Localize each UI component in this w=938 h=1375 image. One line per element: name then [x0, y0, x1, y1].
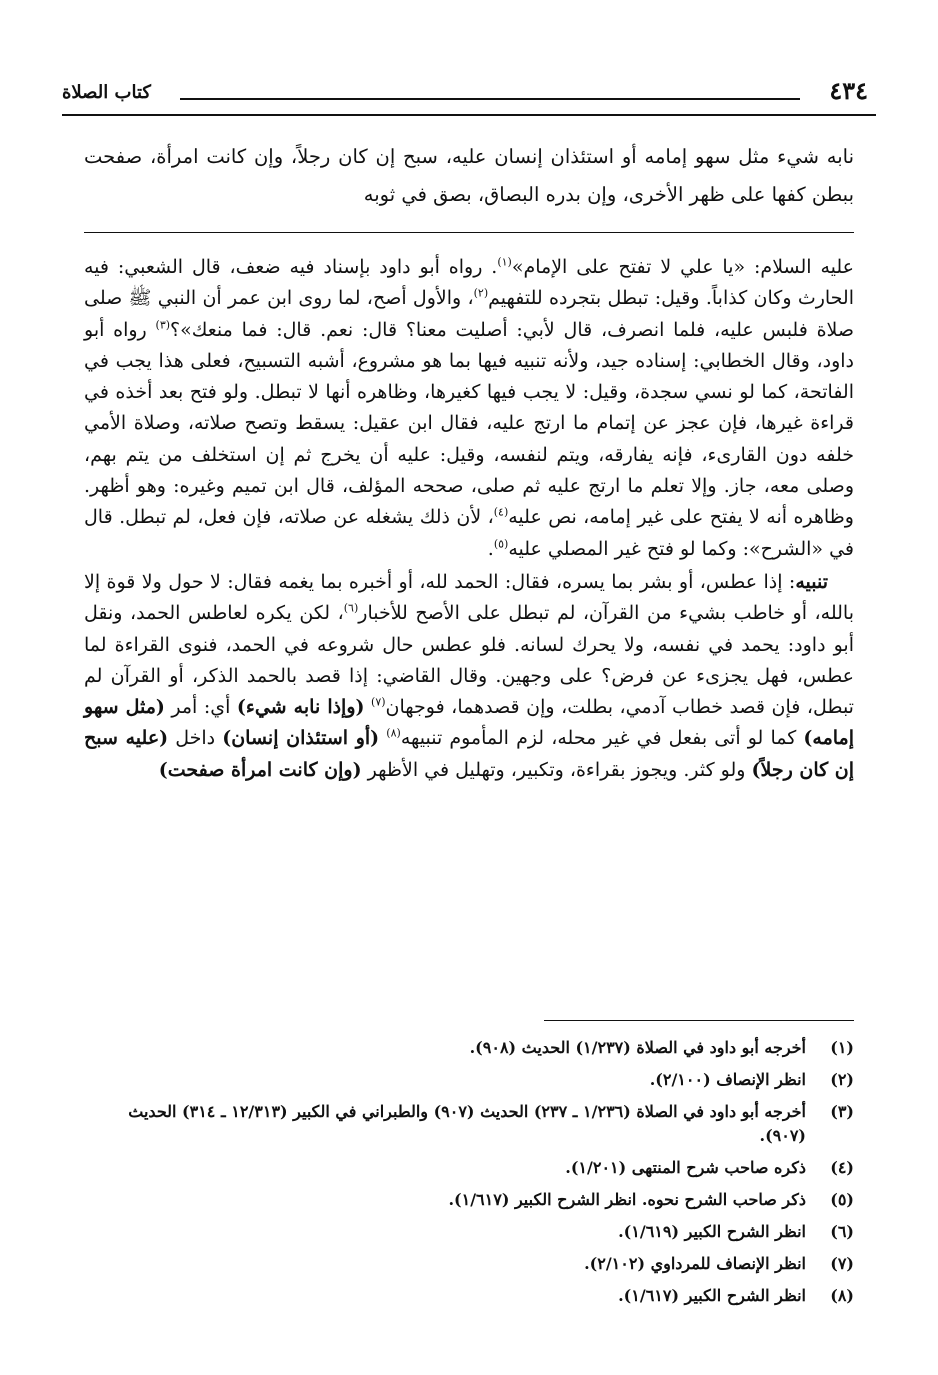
footnote-ref[interactable]: (٤) — [493, 506, 509, 520]
footnote-ref[interactable]: (٨) — [386, 727, 401, 741]
quoted-matn: (وإن كانت امرأة صفحت) — [158, 758, 362, 781]
text-segment: أي: أمر — [164, 696, 237, 719]
footnote-item — [84, 1188, 854, 1212]
footnote-number: (٨) — [830, 1286, 854, 1305]
text-segment: ، لكن يكره لعاطس الحمد، ونقل أبو داود: يحمد في نفسه، ولا يحرك لسانه. فلو عطس حال شروعه في الحمد، فنوى القراءة لما عطس، فهل يجزىء عن فرض؟ على وجهين. وقال القاضي: إذا قصد بالحمد الذكر، أو القرآن لم تبطل، فإن قصد خطاب آدمي، بطلت، وإن قصدهما، فوجهان — [84, 602, 854, 719]
footnote-number: (٧) — [830, 1254, 854, 1273]
tanbih-label: تنبيه — [795, 570, 828, 593]
footnote-item — [84, 1156, 854, 1180]
footnote-item — [84, 1100, 854, 1148]
footnote-text: أخرجه أبو داود في الصلاة (١/٢٣٦ ـ ٢٣٧) الحديث (٩٠٧) والطبراني في الكبير (١٢/٣١٣ ـ ٣١٤) الحديث (٩٠٧). — [128, 1102, 806, 1145]
page-number: ٤٣٤ — [829, 76, 868, 105]
footnotes — [84, 1036, 854, 1316]
footnote-ref[interactable]: (٥) — [493, 537, 509, 551]
footnote-ref[interactable]: (٦) — [343, 601, 359, 615]
quoted-matn: (أو استئذان إنسان) — [222, 727, 380, 750]
text-segment: . رواه أبو داود بإسناد فيه ضعف، قال الشعبي: فيه الحارث وكان كذاباً. وقيل: تبطل بتجرده للتفهيم — [84, 256, 855, 310]
text-segment: : إذا عطس، أو بشر بما يسره، فقال: الحمد لله، أو أخبره بما يغمه فقال: لا حول ولا قوة إلا بالله، أو خاطب بشيء من القرآن، لم تبطل على الأصح للأخبار — [84, 570, 854, 625]
footnote-item — [84, 1252, 854, 1276]
footnote-text: أخرجه أبو داود في الصلاة (١/٢٣٧) الحديث (٩٠٨). — [469, 1038, 806, 1057]
text-segment: ، والأول أصح، لما روى ابن عمر أن النبي ﷺ صلى صلاة فلبس عليه، فلما انصرف، قال لأبي: أصليت معنا؟ قال: نعم. قال: فما منعك»؟ — [84, 287, 855, 341]
text-segment: ولو كثر. ويجوز بقراءة، وتكبير، وتهليل في الأظهر — [361, 758, 752, 781]
main-text: نابه شيء مثل سهو إمامه أو استئذان إنسان عليه، سبح إن كان رجلاً، وإن كانت امرأة، صفحت ببطن كفها على ظهر الأخرى، وإن بدره البصاق، بصق في ثوبه — [84, 145, 854, 206]
commentary-paragraph — [84, 567, 854, 786]
text-segment: داخل — [168, 727, 223, 750]
commentary — [84, 252, 854, 786]
text-segment: كما لو أتى بفعل في غير محله، لزم المأموم تنبيهه — [400, 727, 804, 750]
quoted-matn: (مثل سهو إمامه) — [84, 696, 854, 750]
footnote-item — [84, 1220, 854, 1244]
footnote-number: (٤) — [830, 1158, 854, 1177]
footnote-number: (٢) — [830, 1070, 854, 1089]
footnote-item — [84, 1284, 854, 1308]
footnote-item — [84, 1036, 854, 1060]
footnote-item — [84, 1068, 854, 1092]
footnote-ref[interactable]: (٧) — [371, 695, 386, 709]
commentary-paragraph — [84, 252, 854, 565]
footnote-ref[interactable]: (٣) — [155, 318, 171, 332]
running-title: كتاب الصلاة — [62, 82, 151, 103]
text-segment: رواه أبو داود، وقال الخطابي: إسناده جيد، ولأنه تنبيه فيها بما هو مشروع، أشبه التسبيح، فعلى هذا يجب في الفاتحة، كما لو نسي سجدة، وقيل: لا يجب فيها كغيرها، وظاهره أنها لا تبطل. ولو فتح بعد أخذه في قراءة غيرها، فإن عجز عن إتمام ما ارتج عليه، فقال ابن عقيل: يسقط وتصح صلاته، وصلاة الأمي خلفه دون القارىء، فإنه يفارقه، ويتم لنفسه، وقيل: عليه أن يخرج ثم إن استخلف من يتم بهم، وصلى معه، جاز. وإلا تعلم ما ارتج عليه ثم صلى، صححه المؤلف، قال ابن تميم وغيره: وهو أظهر. وظاهره أنه لا يفتح على غير إمامه، نص عليه — [84, 318, 854, 529]
quoted-matn: (وإذا نابه شيء) — [236, 696, 365, 719]
footnote-text: انظر الإنصاف (٢/١٠٠). — [649, 1070, 806, 1089]
footnote-text: ذكره صاحب شرح المنتهى (١/٢٠١). — [565, 1158, 806, 1177]
quoted-matn: (عليه سبح إن كان رجلاً) — [84, 727, 854, 781]
text-divider — [84, 232, 854, 233]
footnote-number: (٣) — [830, 1102, 854, 1121]
footnote-divider — [544, 1020, 854, 1021]
footnote-text: ذكر صاحب الشرح نحوه. انظر الشرح الكبير (١/٦١٧). — [448, 1190, 806, 1209]
header-rule — [180, 98, 800, 100]
footnote-ref[interactable]: (١) — [497, 255, 512, 269]
footnote-text: انظر الشرح الكبير (١/٦١٧). — [618, 1286, 806, 1305]
text-segment: عليه السلام: «يا علي لا تفتح على الإمام» — [511, 256, 854, 278]
text-segment: ، لأن ذلك يشغله عن صلاته، فإن فعل، لم تبطل. قال في «الشرح»: وكما لو فتح غير المصلي عليه — [84, 506, 854, 560]
footnote-number: (٦) — [830, 1222, 854, 1241]
footnote-ref[interactable]: (٢) — [473, 286, 489, 300]
footnote-text: انظر الشرح الكبير (١/٦١٩). — [618, 1222, 806, 1241]
text-segment: . — [487, 537, 494, 560]
page-header — [62, 76, 876, 112]
header-divider — [62, 114, 876, 116]
footnote-number: (٥) — [830, 1190, 854, 1209]
footnote-number: (١) — [830, 1038, 854, 1057]
footnote-text: انظر الإنصاف للمرداوي (٢/١٠٢). — [584, 1254, 806, 1273]
